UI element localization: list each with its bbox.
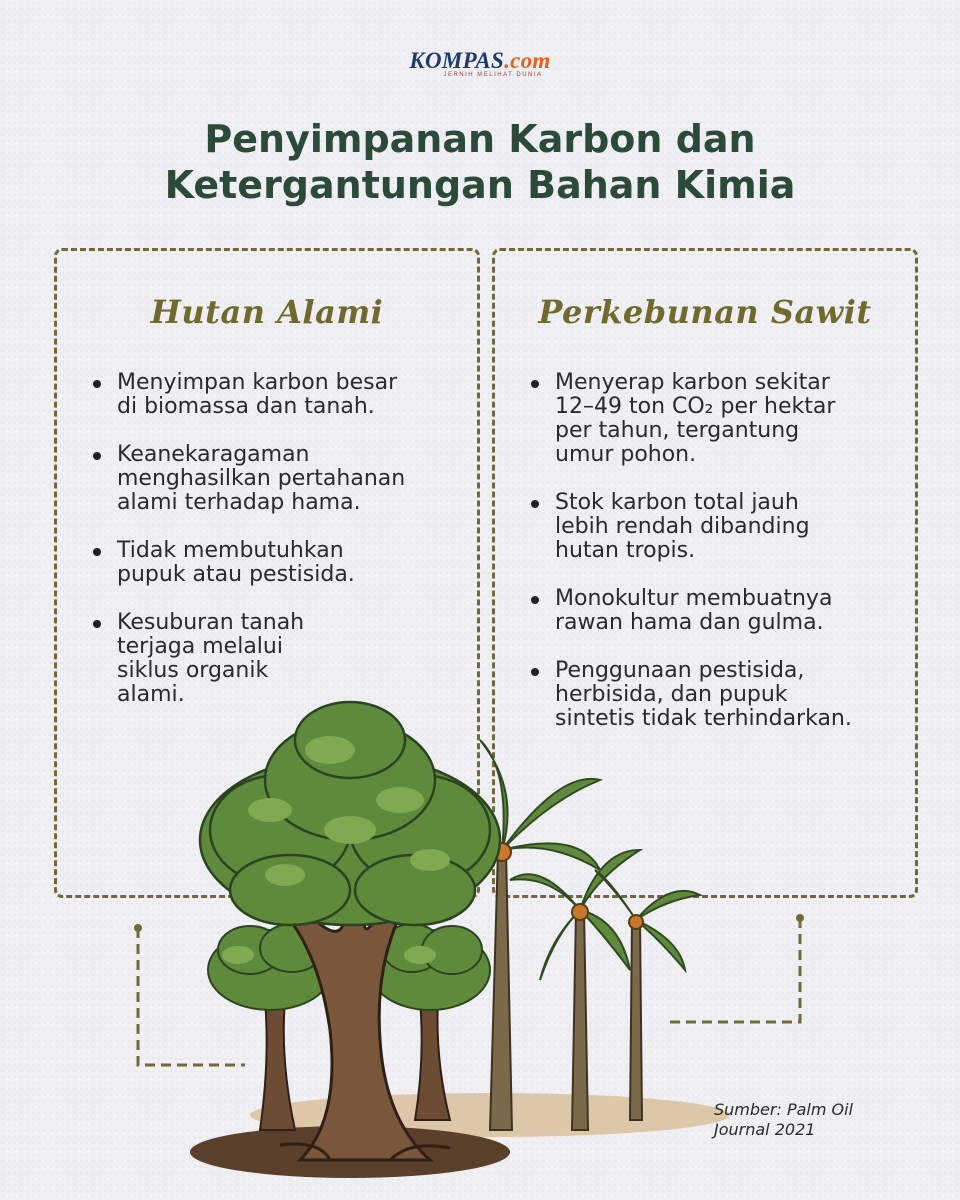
natural-forest-list	[93, 371, 473, 731]
source-line-2: Journal 2021	[714, 1120, 816, 1139]
palm-plantation-heading: Perkebunan Sawit	[538, 293, 872, 331]
list-item: Menyerap karbon sekitar 12–49 ton CO₂ per hektar per tahun, tergantung umur pohon.	[531, 371, 911, 467]
kompas-logo	[0, 48, 960, 78]
title-line-2: Ketergantungan Bahan Kimia	[164, 163, 796, 207]
list-item: Menyimpan karbon besar di biomassa dan tanah.	[93, 371, 473, 419]
forest-and-palm-trees-illustration	[180, 700, 740, 1200]
source-citation	[714, 1100, 853, 1140]
logo-wordmark	[0, 48, 960, 74]
list-item: Penggunaan pestisida, herbisida, dan pupuk sintetis tidak terhindarkan.	[531, 659, 911, 731]
title-line-1: Penyimpanan Karbon dan	[204, 117, 756, 161]
list-item: Kesuburan tanah terjaga melalui siklus organik alami.	[93, 611, 473, 707]
list-item: Tidak membutuhkan pupuk atau pestisida.	[93, 539, 473, 587]
source-line-1: Sumber: Palm Oil	[714, 1100, 853, 1119]
list-item: Keanekaragaman menghasilkan pertahanan alami terhadap hama.	[93, 443, 473, 515]
palm-plantation-list	[531, 371, 911, 755]
logo-tagline: JERNIH MELIHAT DUNIA	[443, 72, 543, 78]
list-item: Monokultur membuatnya rawan hama dan gulma.	[531, 587, 911, 635]
logo-suffix: .com	[504, 48, 551, 73]
natural-forest-heading: Hutan Alami	[150, 293, 384, 331]
logo-name: KOMPAS	[409, 48, 505, 73]
page-title	[0, 116, 960, 208]
list-item: Stok karbon total jauh lebih rendah dibanding hutan tropis.	[531, 491, 911, 563]
